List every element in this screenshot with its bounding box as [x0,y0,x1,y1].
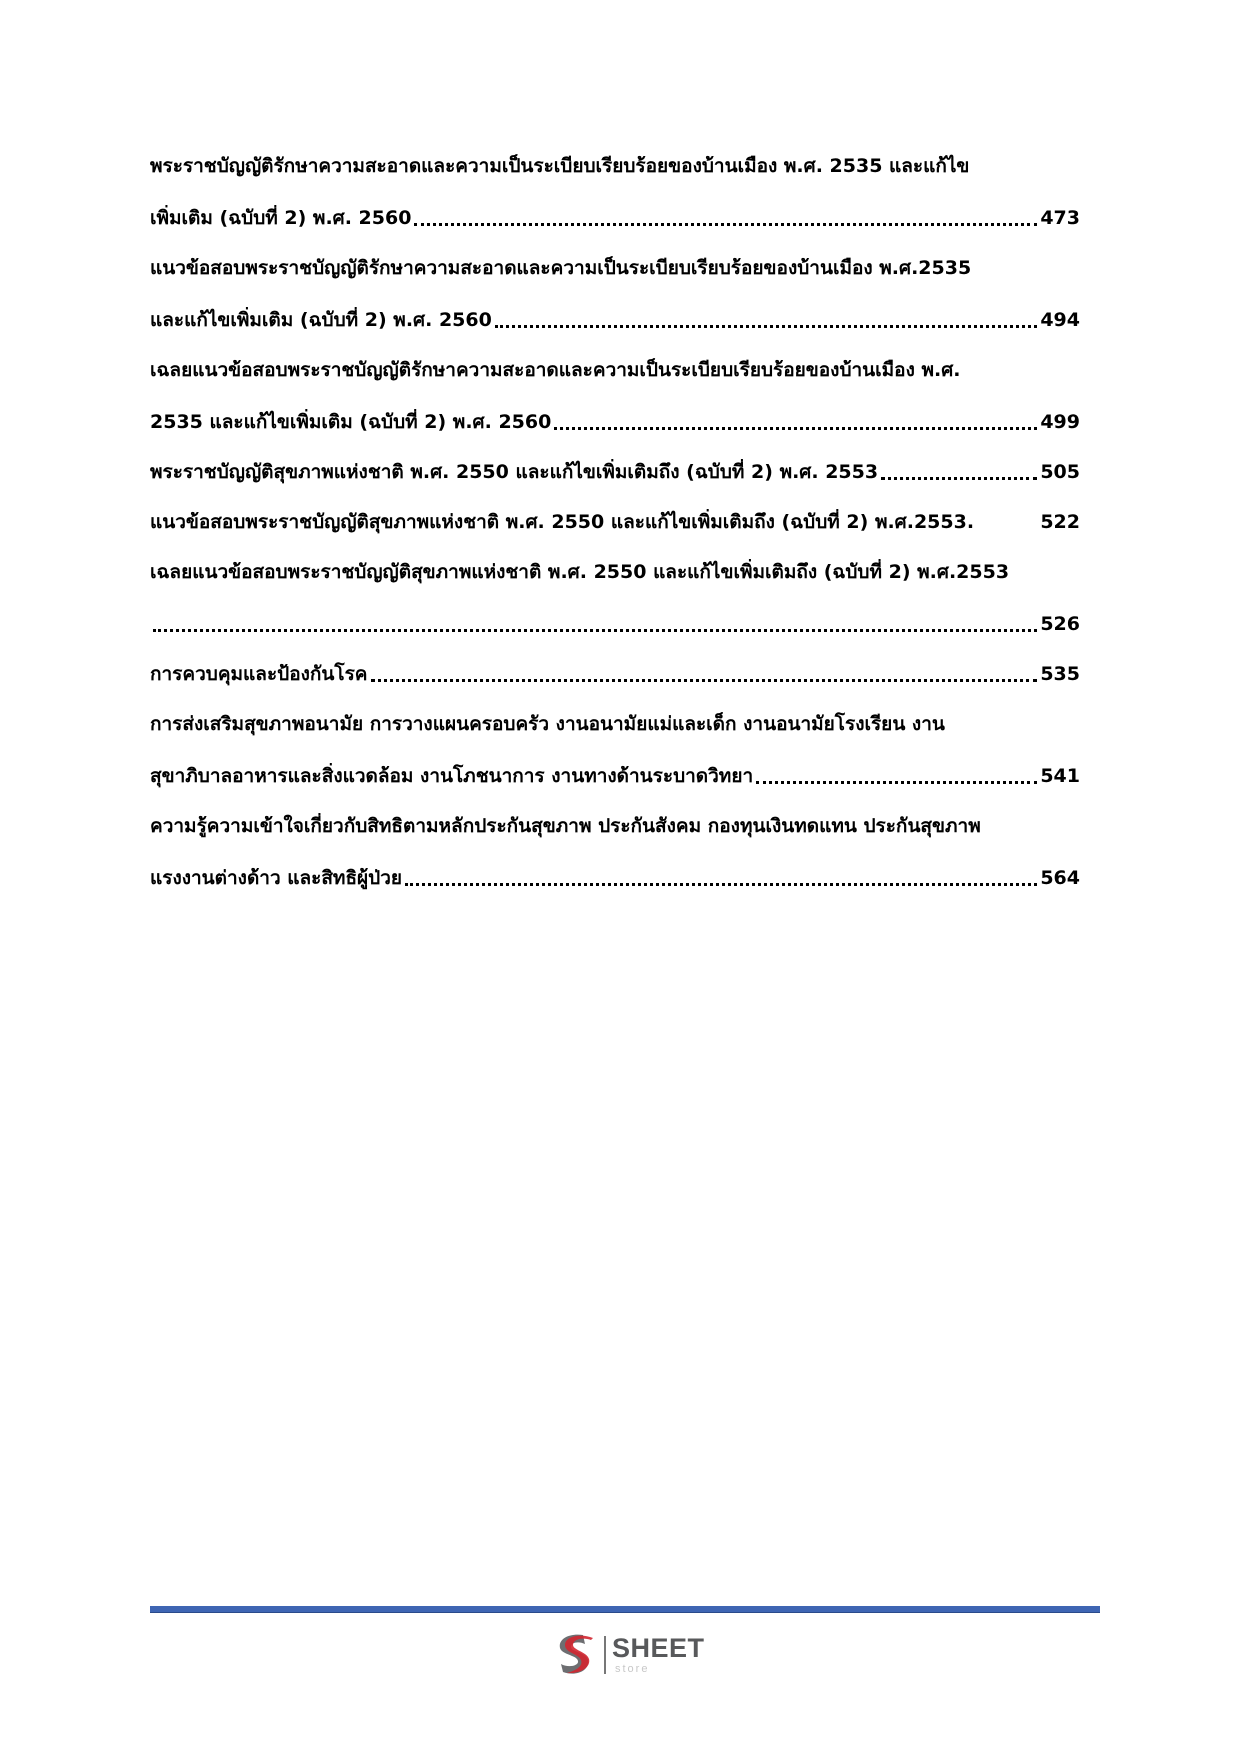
toc-page-number: 541 [1040,765,1080,787]
toc-entry-title-line: แนวข้อสอบพระราชบัญญัติรักษาความสะอาดและความเป็นระเบียบเรียบร้อยของบ้านเมือง พ.ศ.2535 [150,257,972,279]
toc-entry-title-line: แรงงานต่างด้าว และสิทธิผู้ป่วย [150,867,403,889]
toc-entry-title-line: สุขาภิบาลอาหารและสิ่งแวดล้อม งานโภชนาการ งานทางด้านระบาดวิทยา [150,765,754,787]
footer-divider [150,1606,1100,1613]
toc-entry[interactable] [150,661,1080,687]
toc-entry-title-line: การส่งเสริมสุขภาพอนามัย การวางแผนครอบครัว งานอนามัยแม่และเด็ก งานอนามัยโรงเรียน งาน [150,713,945,735]
table-of-contents [150,153,1080,915]
toc-entry-title-line: แนวข้อสอบพระราชบัญญัติสุขภาพแห่งชาติ พ.ศ. 2550 และแก้ไขเพิ่มเติมถึง (ฉบับที่ 2) พ.ศ.2553. [150,511,975,533]
toc-entry-title-line: การควบคุมและป้องกันโรค [150,663,368,685]
toc-entry[interactable] [150,813,1080,891]
dot-leader [405,883,1037,886]
toc-entry-title-line: เฉลยแนวข้อสอบพระราชบัญญัติสุขภาพแห่งชาติ พ.ศ. 2550 และแก้ไขเพิ่มเติมถึง (ฉบับที่ 2) พ.ศ.2553 [150,561,1010,583]
logo-subtitle: store [615,1663,650,1675]
toc-page-number: 499 [1040,411,1080,433]
toc-entry[interactable] [150,255,1080,333]
dot-leader [371,679,1038,682]
toc-entry-title-line: 2535 และแก้ไขเพิ่มเติม (ฉบับที่ 2) พ.ศ. 2560 [150,411,552,433]
toc-entry-title-line: และแก้ไขเพิ่มเติม (ฉบับที่ 2) พ.ศ. 2560 [150,309,492,331]
toc-entry[interactable] [150,559,1080,637]
logo-separator [604,1636,606,1674]
toc-entry[interactable] [150,153,1080,231]
dot-leader [495,325,1038,328]
toc-page-number: 564 [1040,867,1080,889]
toc-entry-title-line: ความรู้ความเข้าใจเกี่ยวกับสิทธิตามหลักประกันสุขภาพ ประกันสังคม กองทุนเงินทดแทน ประกันสุขภาพ [150,815,981,837]
toc-page-number: 522 [1040,511,1080,533]
toc-page-number: 473 [1040,207,1080,229]
toc-entry-title-line: พระราชบัญญัติรักษาความสะอาดและความเป็นระเบียบเรียบร้อยของบ้านเมือง พ.ศ. 2535 และแก้ไข [150,155,970,177]
dot-leader [153,629,1037,632]
toc-entry[interactable] [150,509,1080,535]
toc-entry-title-line: พระราชบัญญัติสุขภาพแห่งชาติ พ.ศ. 2550 และแก้ไขเพิ่มเติมถึง (ฉบับที่ 2) พ.ศ. 2553 [150,461,879,483]
toc-page-number: 535 [1040,663,1080,685]
toc-page-number: 494 [1040,309,1080,331]
toc-entry-title-line: เฉลยแนวข้อสอบพระราชบัญญัติรักษาความสะอาดและความเป็นระเบียบเรียบร้อยของบ้านเมือง พ.ศ. [150,359,961,381]
dot-leader [414,223,1037,226]
toc-entry[interactable] [150,357,1080,435]
toc-entry[interactable] [150,459,1080,485]
toc-entry[interactable] [150,711,1080,789]
toc-page-number: 526 [1040,613,1080,635]
toc-page-number: 505 [1040,461,1080,483]
toc-entry-title-line: เพิ่มเติม (ฉบับที่ 2) พ.ศ. 2560 [150,207,412,229]
dot-leader [881,477,1037,480]
sheet-store-s-icon [553,1630,597,1678]
logo-wordmark: SHEET [612,1633,705,1663]
sheet-store-logo [553,1628,723,1682]
dot-leader [756,781,1037,784]
dot-leader [554,427,1037,430]
